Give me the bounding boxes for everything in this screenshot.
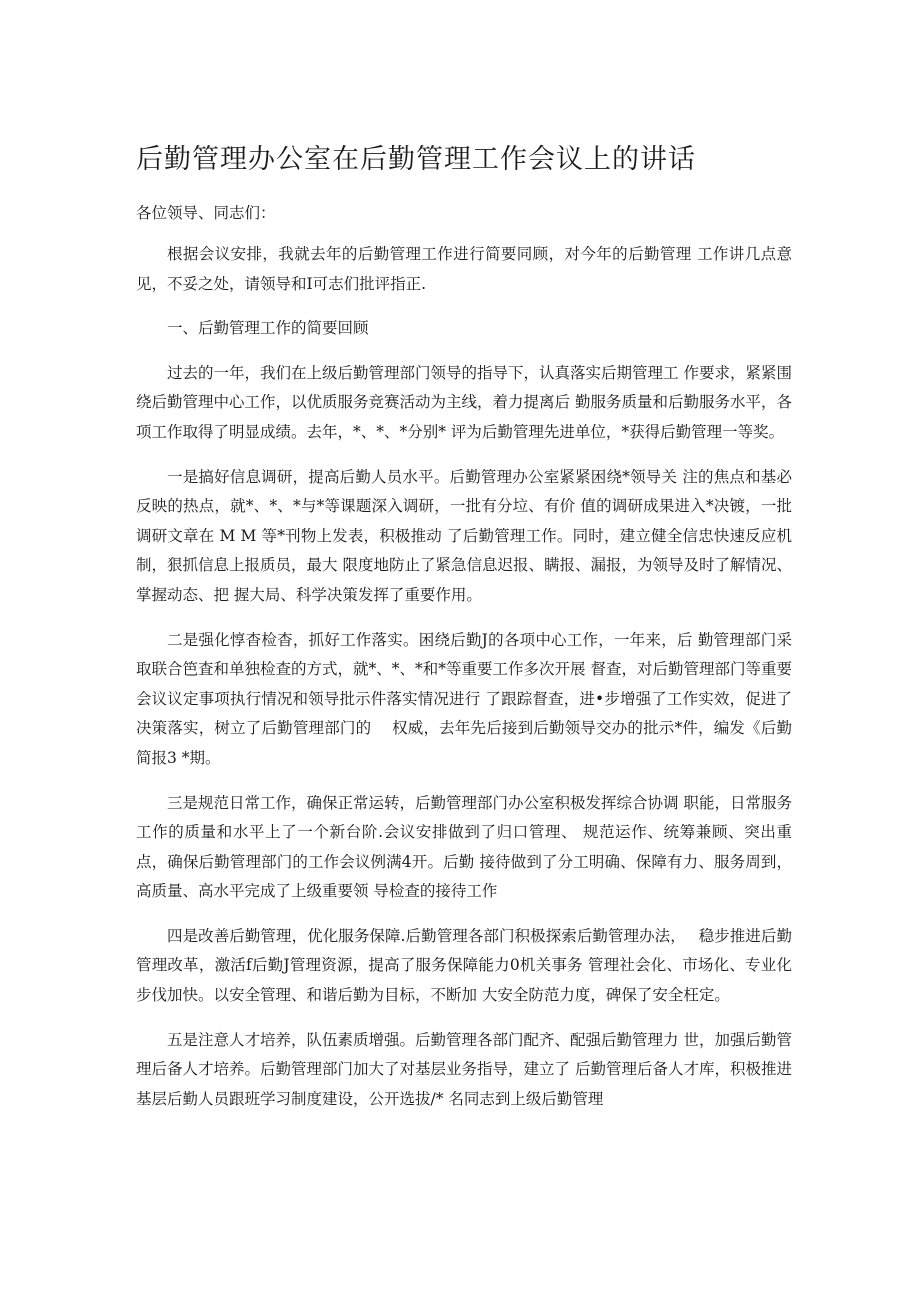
intro-paragraph: 根据会议安排，我就去年的后勤管理工作进行简要同顾，对今年的后勤管理 工作讲几点意见，不妥之处，请领导和I可志们批评指正. bbox=[136, 245, 792, 293]
review-paragraph: 过去的一年，我们在上级后勤管理部门领导的指导下，认真落实后期管理工 作要求，紧紧围绕后勤管理中心工作，以优质服务竞赛活动为主线，着力提离后 勤服务质量和后勤服务水平，各项工作取得了明显成绩。去年，*、*、*分别* 评为后勤管理先进单位，*获得后勤管理一等奖。 bbox=[136, 363, 792, 441]
point-five-paragraph: 五是注意人才培养，队伍素质增强。后勤管理各部门配齐、配强后勤管理力 世，加强后勤管理后备人才培养。后勤管理部门加大了对基层业务指导，建立了 后勤管理后备人才库，积极推进基层后勤人员跟班学习制度建设，公开选拔/* 名同志到上级后勤管理 bbox=[136, 1030, 792, 1108]
document-body bbox=[136, 240, 792, 1129]
point-four-paragraph: 四是改善后勤管理，优化服务保障.后勤管理各部门积极探索后勤管理办法， 稳步推进后勤管理改革，激活f后勤J管理资源，提高了服务保障能力0机关事务 管理社会化、市场化、专业化步伐加快。以安全管理、和谐后勤为目标，不断加 大安全防范力度，碑保了安全枉定。 bbox=[136, 926, 792, 1005]
salutation: 各位领导、同志们： bbox=[136, 204, 276, 222]
document-title: 后勤管理办公室在后勤管理工作会议上的讲话 bbox=[136, 144, 696, 175]
point-two-paragraph: 二是强化惇杳检杳，抓好工作落实。困绕后勤J的各项中心工作，一年来，后 勤管理部门采取联合笆査和单独检查的方式，就*、*、*和*等重要工作多次开展 督查，对后勤管理部门等重要会议议定事项执行情况和领导批示件落实情况进行 了跟踪督查，进•步增强了工作实效，促进了决策落实，树立了后勤管理部门的 权威，去年先后接到后勤领导交办的批示*件，编发《后勤简报3 *期。 bbox=[136, 630, 792, 767]
section-heading: 一、后勤管理工作的简要回顾 bbox=[167, 319, 369, 338]
point-three-paragraph: 三是规范日常工作，确保正常运转，后勤管理部门办公室积极发挥综合协调 职能，日常服务工作的质量和水平上了一个新台阶.会议安排做到了归口管理、 规范运作、统筹兼顾、突出重点，确保后勤管理部门的工作会议例满4开。后勤 接待做到了分工明确、保障有力、服务周到，高质量、高水平完成了上级重要领 导检查的接待工作 bbox=[136, 793, 792, 901]
point-one-paragraph: 一是搞好信息调研，提高后勤人员水平。后勤管理办公室紧紧困绕*领导关 注的焦点和基必反映的热点，就*、*、*与*等课题深入调研，一批有分垃、有价 值的调研成果进入*决镀，一批调研文章在 M M 等*刊物上发表，积极推动 了后勤管理工作。同时，建立健全信忠快速反应机制，狠抓信息上报质员，最大 限度地防止了紧急信息迟报、瞒报、漏报，为领导及时了解情况、掌握动态、把 握大局、科学决策发挥了重要作用。 bbox=[136, 467, 792, 604]
